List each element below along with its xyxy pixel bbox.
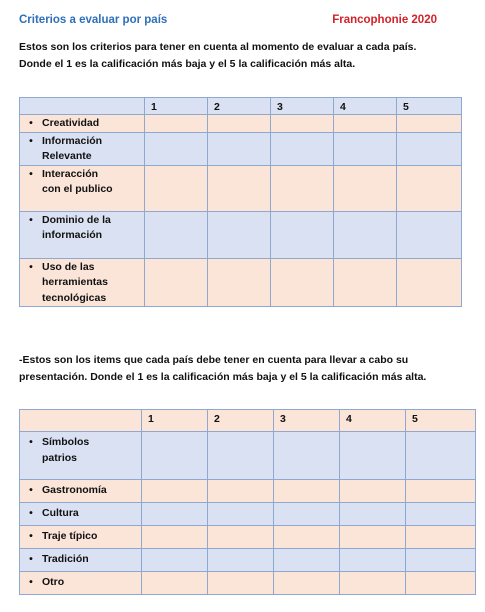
item-cell (20, 480, 142, 503)
score-cell[interactable] (334, 132, 397, 165)
score-cell[interactable] (274, 549, 340, 572)
score-cell[interactable] (334, 211, 397, 258)
score-cell[interactable] (334, 258, 397, 307)
score-cell[interactable] (274, 480, 340, 503)
header-empty-cell (20, 98, 145, 115)
criterion-label: Dominio de la información (42, 213, 111, 241)
item-label: Cultura (42, 507, 79, 519)
item-cell (20, 432, 142, 480)
criterion-label: Uso de las herramientas tecnológicas (42, 260, 108, 304)
criterion-cell (20, 115, 145, 133)
score-cell[interactable] (145, 115, 208, 133)
bullet-icon: • (29, 260, 33, 273)
item-label: Gastronomía (42, 484, 107, 496)
score-cell[interactable] (271, 165, 334, 211)
bullet-icon: • (29, 553, 33, 565)
score-cell[interactable] (142, 572, 208, 595)
items-table (19, 409, 476, 595)
score-cell[interactable] (142, 526, 208, 549)
score-header-2: 2 (208, 410, 274, 432)
bullet-icon: • (29, 507, 33, 519)
score-cell[interactable] (397, 115, 462, 133)
score-cell[interactable] (208, 432, 274, 480)
criterion-cell (20, 211, 145, 258)
score-cell[interactable] (397, 258, 462, 307)
item-label: Traje típico (42, 530, 98, 542)
score-header-1: 1 (142, 410, 208, 432)
score-header-3: 3 (274, 410, 340, 432)
bullet-icon: • (29, 576, 33, 588)
score-cell[interactable] (334, 165, 397, 211)
score-cell[interactable] (340, 432, 406, 480)
score-cell[interactable] (340, 503, 406, 526)
score-cell[interactable] (208, 503, 274, 526)
item-cell (20, 503, 142, 526)
table-row (20, 432, 476, 480)
score-cell[interactable] (406, 572, 476, 595)
score-cell[interactable] (142, 549, 208, 572)
bullet-icon: • (29, 436, 33, 448)
score-cell[interactable] (406, 432, 476, 480)
score-cell[interactable] (274, 503, 340, 526)
table-row (20, 211, 462, 258)
score-cell[interactable] (397, 132, 462, 165)
table-row (20, 572, 476, 595)
criterion-cell (20, 165, 145, 211)
item-label: Símbolos patrios (42, 436, 90, 464)
score-cell[interactable] (145, 211, 208, 258)
table-row (20, 549, 476, 572)
criteria-title: Criterios a evaluar por país (19, 14, 168, 26)
score-cell[interactable] (208, 549, 274, 572)
score-cell[interactable] (208, 572, 274, 595)
score-cell[interactable] (208, 211, 271, 258)
score-cell[interactable] (274, 432, 340, 480)
score-cell[interactable] (142, 432, 208, 480)
bullet-icon: • (29, 167, 33, 180)
score-cell[interactable] (274, 572, 340, 595)
table-header-row (20, 98, 462, 115)
score-cell[interactable] (208, 115, 271, 133)
score-cell[interactable] (274, 526, 340, 549)
score-header-5: 5 (406, 410, 476, 432)
score-cell[interactable] (340, 549, 406, 572)
score-cell[interactable] (406, 503, 476, 526)
table-row (20, 132, 462, 165)
score-header-5: 5 (397, 98, 462, 115)
score-cell[interactable] (142, 503, 208, 526)
score-cell[interactable] (406, 549, 476, 572)
score-cell[interactable] (208, 258, 271, 307)
items-intro: -Estos son los items que cada país debe tener en cuenta para llevar a cabo su presentación. Donde el 1 es la calificación más baja y el 5 la calificación más alta. (19, 354, 427, 383)
bullet-icon: • (29, 484, 33, 496)
table-header-row (20, 410, 476, 432)
score-cell[interactable] (406, 526, 476, 549)
table-row (20, 503, 476, 526)
score-cell[interactable] (334, 115, 397, 133)
score-cell[interactable] (145, 258, 208, 307)
criterion-label: Información Relevante (42, 134, 103, 162)
item-cell (20, 572, 142, 595)
document-header (19, 14, 465, 30)
score-header-1: 1 (145, 98, 208, 115)
bullet-icon: • (29, 530, 33, 542)
criterion-label: Interacción con el publico (42, 167, 113, 195)
score-cell[interactable] (271, 258, 334, 307)
score-cell[interactable] (340, 572, 406, 595)
item-label: Otro (42, 576, 65, 588)
score-cell[interactable] (208, 132, 271, 165)
item-label: Tradición (42, 553, 89, 565)
item-cell (20, 549, 142, 572)
score-cell[interactable] (271, 211, 334, 258)
score-cell[interactable] (271, 115, 334, 133)
score-cell[interactable] (340, 480, 406, 503)
criterion-cell (20, 258, 145, 307)
score-cell[interactable] (145, 165, 208, 211)
table-row (20, 258, 462, 307)
score-header-2: 2 (208, 98, 271, 115)
score-header-3: 3 (271, 98, 334, 115)
bullet-icon: • (29, 134, 33, 147)
score-cell[interactable] (142, 480, 208, 503)
score-cell[interactable] (397, 211, 462, 258)
score-cell[interactable] (397, 165, 462, 211)
item-cell (20, 526, 142, 549)
score-cell[interactable] (208, 165, 271, 211)
score-cell[interactable] (145, 132, 208, 165)
criteria-intro: Estos son los criterios para tener en cuenta al momento de evaluar a cada país. Donde el 1 es la calificación más baja y el 5 la calificación más alta. (19, 41, 417, 70)
criterion-label: Creatividad (42, 117, 100, 129)
table-row (20, 480, 476, 503)
table-row (20, 526, 476, 549)
table-row (20, 115, 462, 133)
header-empty-cell (20, 410, 142, 432)
table-row (20, 165, 462, 211)
score-cell[interactable] (208, 526, 274, 549)
score-header-4: 4 (340, 410, 406, 432)
criteria-table (19, 97, 462, 307)
bullet-icon: • (29, 117, 33, 129)
score-header-4: 4 (334, 98, 397, 115)
score-cell[interactable] (406, 480, 476, 503)
criterion-cell (20, 132, 145, 165)
event-title: Francophonie 2020 (332, 14, 437, 26)
score-cell[interactable] (208, 480, 274, 503)
score-cell[interactable] (340, 526, 406, 549)
score-cell[interactable] (271, 132, 334, 165)
bullet-icon: • (29, 213, 33, 226)
